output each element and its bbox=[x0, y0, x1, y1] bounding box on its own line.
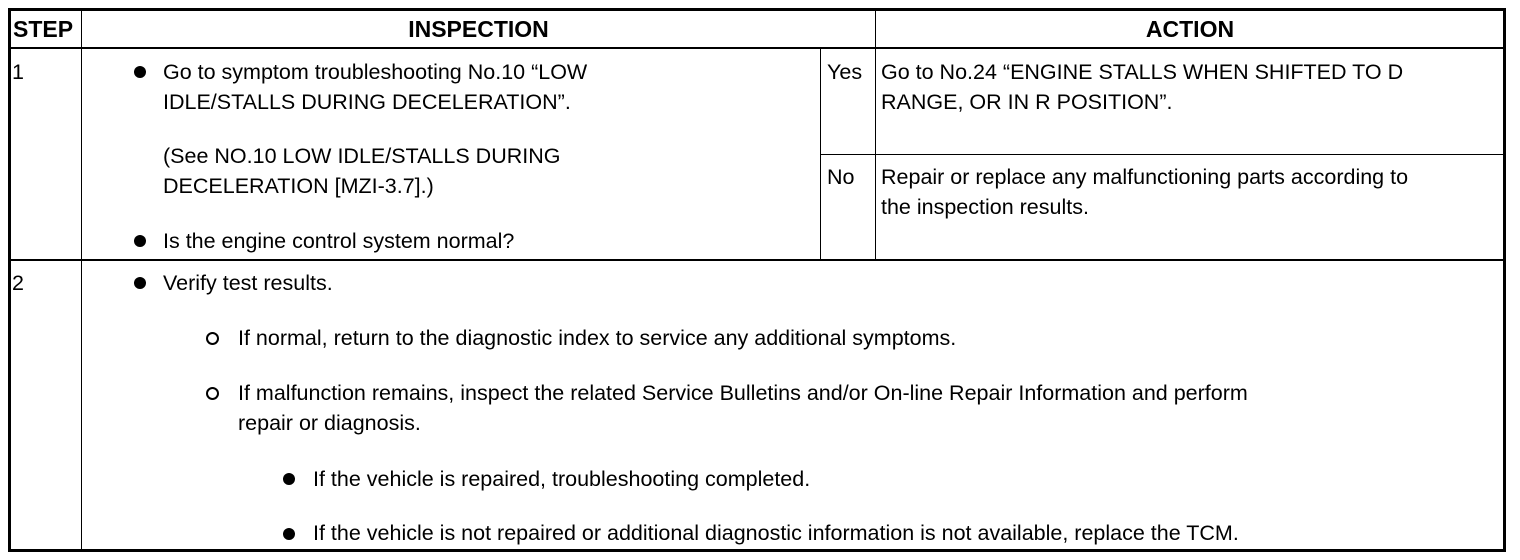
step-column-rule bbox=[81, 8, 82, 552]
sub-bullet-icon bbox=[206, 332, 219, 345]
inspection-line: IDLE/STALLS DURING DECELERATION”. bbox=[163, 90, 571, 114]
sub-bullet-icon bbox=[206, 387, 219, 400]
inspection-line: Go to symptom troubleshooting No.10 “LOW bbox=[163, 60, 588, 84]
table-border-top bbox=[8, 8, 1506, 11]
table-border-right bbox=[1503, 8, 1506, 552]
header-inspection: INSPECTION bbox=[408, 16, 549, 42]
action-no-line: Repair or replace any malfunctioning parts according to bbox=[881, 165, 1409, 189]
bullet-icon bbox=[134, 277, 146, 289]
row-divider bbox=[8, 259, 1506, 261]
bullet-icon bbox=[283, 528, 295, 540]
header-bottom-rule bbox=[8, 47, 1506, 49]
answer-no-label: No bbox=[827, 165, 855, 189]
answer-yes-label: Yes bbox=[827, 60, 863, 84]
inspection-line: (See NO.10 LOW IDLE/STALLS DURING bbox=[163, 144, 561, 168]
inspection-line: If malfunction remains, inspect the related Service Bulletins and/or On-line Repair Information and perform bbox=[238, 381, 1248, 405]
bullet-icon bbox=[283, 473, 295, 485]
header-step: STEP bbox=[13, 16, 74, 42]
action-yes-line: RANGE, OR IN R POSITION”. bbox=[881, 90, 1173, 114]
inspection-line: Is the engine control system normal? bbox=[163, 229, 515, 253]
action-yes-line: Go to No.24 “ENGINE STALLS WHEN SHIFTED TO D bbox=[881, 60, 1404, 84]
inspection-line: If the vehicle is repaired, troubleshooting completed. bbox=[313, 467, 811, 491]
bullet-icon bbox=[134, 235, 146, 247]
inspection-line: If the vehicle is not repaired or additional diagnostic information is not available, replace the TCM. bbox=[313, 521, 1239, 545]
inspection-line: Verify test results. bbox=[163, 271, 333, 295]
yes-no-row-rule bbox=[820, 154, 1506, 155]
table-border-bottom bbox=[8, 549, 1506, 552]
step-number: 1 bbox=[12, 60, 24, 84]
step-number: 2 bbox=[12, 271, 24, 295]
action-no-line: the inspection results. bbox=[881, 195, 1089, 219]
inspection-line: If normal, return to the diagnostic index to service any additional symptoms. bbox=[238, 326, 957, 350]
inspection-line: repair or diagnosis. bbox=[238, 411, 421, 435]
inspection-action-rule bbox=[875, 8, 876, 260]
inspection-line: DECELERATION [MZI-3.7].) bbox=[163, 174, 434, 198]
header-action: ACTION bbox=[1145, 16, 1235, 42]
table-border-left bbox=[8, 8, 11, 552]
bullet-icon bbox=[134, 66, 146, 78]
